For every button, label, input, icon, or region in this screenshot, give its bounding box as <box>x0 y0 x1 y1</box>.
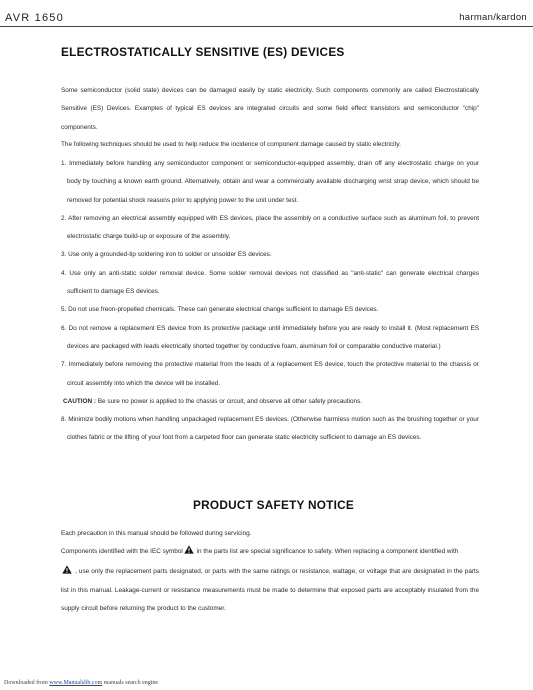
warning-triangle-icon <box>62 564 72 582</box>
download-footer <box>4 680 158 686</box>
list-item: 7. Immediately before removing the protective material from the leads of a replacement ES device, touch the protective material to the chassis or circuit assembly into which the device will be installed. <box>61 361 479 387</box>
footer-suffix: manuals search engine <box>102 680 159 686</box>
psn-body <box>61 525 479 618</box>
model-name: AVR 1650 <box>5 12 64 24</box>
caution-text: Be sure no power is applied to the chassis or circuit, and observe all other safety precautions. <box>96 397 363 405</box>
psn-paragraph-2 <box>61 543 479 618</box>
psn-section-title: PRODUCT SAFETY NOTICE <box>193 498 355 512</box>
list-item: 5. Do not use freon-propelled chemicals. These can generate electrical change sufficient to damage ES devices. <box>61 306 379 314</box>
footer-prefix: Downloaded from <box>4 680 50 686</box>
manualslib-link[interactable]: www.Manualslib.com <box>49 680 103 686</box>
esd-section-title: ELECTROSTATICALLY SENSITIVE (ES) DEVICES <box>61 45 345 59</box>
psn-text-a: Components identified with the IEC symbol <box>61 548 183 556</box>
header-divider <box>0 26 533 27</box>
list-item: 2. After removing an electrical assembly equipped with ES devices, place the assembly on a conductive surface such as aluminum foil, to prevent electrostatic charge build-up or exposure of the assembly. <box>61 214 479 241</box>
caution-label: CAUTION : <box>63 397 97 405</box>
list-item: 4. Use only an anti-static solder removal device. Some solder removal devices not classified as "anti-static" can generate electrical charges sufficient to damage ES devices. <box>61 269 479 296</box>
warning-triangle-icon <box>184 544 194 562</box>
techniques-intro: The following techniques should be used to help reduce the incidence of component damage caused by static electricity. <box>61 141 401 148</box>
psn-paragraph-1: Each precaution in this manual should be followed during servicing. <box>61 530 252 537</box>
esd-technique-list <box>61 155 479 448</box>
list-item: 1. Immediately before handling any semiconductor component or semiconductor-equipped assembly, drain off any electrostatic charge on your body by touching a known earth ground. Alternatively, obtain and wear a commercially available discharging wrist strap device, which should be removed for potential shock reasons prior to applying power to the unit under test. <box>61 160 479 204</box>
list-item: 8. Minimize bodily motions when handling unpackaged replacement ES devices. (Otherwise harmless motion such as the brushing together or your clothes fabric or the lifting of your foot from a carpeted floor can generate static electricity sufficient to damage an ES devices. <box>61 416 479 442</box>
list-item: 3. Use only a grounded-tip soldering iron to solder or unsolder ES devices. <box>61 251 272 259</box>
psn-text-b: in the parts list are special significance to safety. When replacing a component identified with <box>194 548 459 556</box>
brand-logo: harman/kardon <box>459 12 527 23</box>
psn-text-c: , use only the replacement parts designated, or parts with the same ratings or resistance, wattage, or voltage that are designated in the parts list in this manual. Leakage-current or resistance measurements must be made to determine that exposed parts are acceptably insulated from the supply circuit before returning the product to the customer. <box>61 567 479 613</box>
list-item: 6. Do not remove a replacement ES device from its protective package until immediately before you are ready to install it. (Most replacement ES devices are packaged with leads electrically shorted together by conductive foam, aluminum foil or comparable conductive material.) <box>61 324 479 350</box>
caution-note <box>61 393 479 411</box>
esd-intro-paragraph: Some semiconductor (solid state) devices can be damaged easily by static electricity. Such components commonly are called Electrostatically Sensitive (ES) Devices. Examples of typical ES devices are integrated circuits and some field effect transistors and semiconductor "chip" components. <box>61 87 479 131</box>
